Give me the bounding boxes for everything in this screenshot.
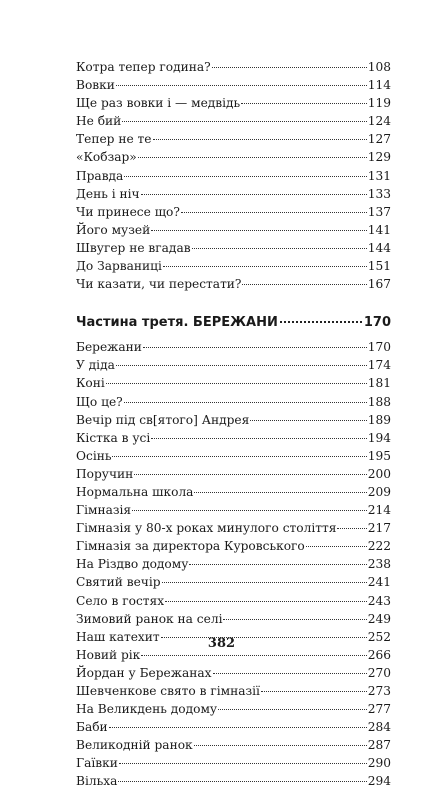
toc-entry-title: Наш катехит — [76, 629, 160, 644]
dot-leader — [141, 655, 366, 656]
toc-entry — [76, 772, 391, 790]
toc-entry-title: Йордан у Бережанах — [76, 665, 212, 680]
dot-leader — [192, 248, 367, 249]
toc-entry — [76, 112, 391, 130]
toc-entry-title: Новий рік — [76, 647, 141, 662]
toc-entry — [76, 664, 391, 682]
toc-entry — [76, 592, 391, 610]
toc-entry-title: Гімназія — [76, 503, 132, 518]
dot-leader — [163, 266, 367, 267]
toc-entry — [76, 736, 391, 754]
toc-entry — [76, 682, 391, 700]
dot-leader — [109, 727, 367, 728]
toc-entry — [76, 275, 391, 293]
toc-entry-page: 249 — [367, 611, 391, 626]
toc-entry-title: Що це? — [76, 394, 123, 409]
toc-entry-page: 151 — [367, 259, 391, 274]
toc-entry-page: 181 — [367, 376, 391, 391]
toc-entry — [76, 483, 391, 501]
toc-entry-page: 270 — [367, 665, 391, 680]
dot-leader — [153, 139, 367, 140]
toc-entry-title: Кістка в усі — [76, 430, 151, 445]
toc-entry-title: Осінь — [76, 448, 112, 463]
dot-leader — [162, 582, 367, 583]
toc-entry-title: Вечір під св[ятого] Андрея — [76, 412, 250, 427]
toc-entry-page: 131 — [367, 168, 391, 183]
toc-entry-title: До Зарваниці — [76, 259, 162, 274]
toc-entry-page: 266 — [367, 647, 391, 662]
toc-entry-page: 108 — [367, 60, 391, 74]
toc-entry — [76, 519, 391, 537]
toc-entry — [76, 429, 391, 447]
dot-leader — [181, 212, 367, 213]
toc-entry-title: Великодній ранок — [76, 738, 193, 753]
dot-leader — [212, 67, 367, 68]
toc-entry-page: 170 — [367, 340, 391, 355]
toc-entry — [76, 555, 391, 573]
toc-entry — [76, 203, 391, 221]
toc-entry-page: 194 — [367, 430, 391, 445]
toc-entry-page: 124 — [367, 114, 391, 129]
toc-entry — [76, 610, 391, 628]
toc-entry — [76, 167, 391, 185]
dot-leader — [194, 492, 366, 493]
toc-entry-page: 252 — [367, 629, 391, 644]
toc-entry-page: 144 — [367, 240, 391, 255]
dot-leader — [261, 691, 367, 692]
toc-entry-page: 273 — [367, 684, 391, 698]
table-of-contents — [76, 58, 391, 791]
toc-entry — [76, 58, 391, 76]
toc-entry-page: 290 — [367, 756, 391, 771]
toc-entry-page: 189 — [367, 412, 391, 427]
toc-entry — [76, 411, 391, 429]
toc-entry-title: Святий вечір — [76, 575, 161, 590]
dot-leader — [119, 763, 367, 764]
part-heading-title: Частина третя. БЕРЕЖАНИ — [76, 315, 278, 331]
toc-entry-page: 188 — [367, 394, 391, 409]
toc-entry-page: 277 — [367, 702, 391, 717]
dot-leader — [138, 157, 367, 158]
toc-entry — [76, 537, 391, 555]
toc-entry-title: Поручин — [76, 466, 134, 481]
toc-entry-page: 119 — [367, 96, 391, 111]
dot-leader — [143, 347, 367, 348]
dot-leader — [194, 745, 367, 746]
toc-entry-page: 114 — [367, 78, 391, 93]
toc-entry — [76, 148, 391, 166]
toc-entry — [76, 239, 391, 257]
dot-leader — [141, 194, 367, 195]
toc-entry — [76, 338, 391, 356]
toc-entry-page: 243 — [367, 593, 391, 608]
toc-entry — [76, 356, 391, 374]
toc-entry-title: Його музей — [76, 222, 151, 237]
toc-entry-page: 241 — [367, 575, 391, 590]
toc-entry — [76, 76, 391, 94]
toc-entry-page: 195 — [367, 448, 391, 463]
dot-leader — [124, 402, 367, 403]
toc-entry-page: 174 — [367, 358, 391, 373]
toc-entry — [76, 185, 391, 203]
part-heading-page: 170 — [363, 315, 391, 331]
toc-entry — [76, 221, 391, 239]
toc-entry-page: 133 — [367, 186, 391, 201]
toc-entry-title: Село в гостях — [76, 593, 165, 608]
dot-leader — [116, 85, 367, 86]
toc-entry-title: Не бий — [76, 114, 122, 129]
toc-entry-page: 222 — [367, 539, 391, 554]
toc-entry — [76, 718, 391, 736]
toc-entry-page: 167 — [367, 277, 391, 292]
toc-entry-title: «Кобзар» — [76, 150, 137, 165]
dot-leader — [280, 321, 362, 323]
toc-entry-title: Шевченкове свято в гімназії — [76, 684, 260, 698]
toc-section-first — [76, 58, 391, 293]
dot-leader — [241, 103, 367, 104]
toc-entry-title: На Різдво додому — [76, 557, 189, 572]
toc-entry-page: 217 — [367, 521, 391, 536]
dot-leader — [189, 564, 366, 565]
toc-entry-page: 209 — [367, 484, 391, 499]
toc-entry-page: 294 — [367, 774, 391, 789]
toc-entry-title: Коні — [76, 376, 105, 391]
dot-leader — [151, 438, 366, 439]
toc-entry — [76, 447, 391, 465]
toc-entry-title: Вільха — [76, 774, 118, 789]
dot-leader — [112, 456, 366, 457]
dot-leader — [132, 510, 367, 511]
toc-entry-title: Чи принесе що? — [76, 204, 180, 219]
toc-entry-title: Вовки — [76, 78, 115, 93]
toc-entry-title: Тепер не те — [76, 132, 152, 147]
dot-leader — [242, 284, 366, 285]
toc-entry-title: Чи казати, чи перестати? — [76, 277, 242, 292]
toc-entry-page: 129 — [367, 150, 391, 165]
toc-entry — [76, 573, 391, 591]
toc-entry-title: Ще раз вовки і — медвідь — [76, 96, 241, 111]
toc-entry-title: Правда — [76, 168, 124, 183]
toc-entry-page: 200 — [367, 466, 391, 481]
dot-leader — [213, 673, 367, 674]
toc-entry-title: Бережани — [76, 340, 142, 355]
toc-entry-title: Гімназія у 80-х роках минулого століття — [76, 521, 337, 536]
toc-entry-page: 137 — [367, 204, 391, 219]
toc-entry-title: У діда — [76, 358, 115, 373]
dot-leader — [250, 420, 366, 421]
dot-leader — [116, 365, 367, 366]
toc-entry-page: 238 — [367, 557, 391, 572]
dot-leader — [306, 546, 367, 547]
toc-entry — [76, 130, 391, 148]
toc-entry-title: Нормальна школа — [76, 484, 194, 499]
dot-leader — [223, 619, 366, 620]
toc-entry-title: Котра тепер година? — [76, 60, 211, 74]
toc-entry-title: Зимовий ранок на селі — [76, 611, 223, 626]
dot-leader — [124, 176, 366, 177]
toc-section-second — [76, 338, 391, 790]
toc-entry — [76, 465, 391, 483]
dot-leader — [165, 601, 367, 602]
toc-entry-title: Гаївки — [76, 756, 118, 771]
toc-entry — [76, 257, 391, 275]
toc-entry-title: На Великдень додому — [76, 702, 218, 717]
part-heading — [76, 313, 391, 333]
dot-leader — [118, 781, 366, 782]
dot-leader — [122, 121, 366, 122]
toc-entry — [76, 393, 391, 411]
toc-entry-page: 287 — [367, 738, 391, 753]
toc-entry-page: 141 — [367, 222, 391, 237]
dot-leader — [337, 528, 366, 529]
toc-entry-title: Баби — [76, 720, 108, 735]
toc-entry-page: 284 — [367, 720, 391, 735]
toc-entry — [76, 374, 391, 392]
toc-entry — [76, 94, 391, 112]
toc-entry-title: День і ніч — [76, 186, 140, 201]
toc-entry — [76, 501, 391, 519]
page-number: 382 — [207, 636, 236, 651]
toc-entry — [76, 754, 391, 772]
dot-leader — [134, 474, 366, 475]
toc-entry-title: Гімназія за директора Куровського — [76, 539, 305, 554]
toc-entry — [76, 700, 391, 718]
toc-entry-title: Швугер не вгадав — [76, 240, 191, 255]
toc-entry-page: 214 — [367, 503, 391, 518]
dot-leader — [151, 230, 367, 231]
dot-leader — [218, 709, 367, 710]
toc-entry-page: 127 — [367, 132, 391, 147]
dot-leader — [106, 383, 367, 384]
